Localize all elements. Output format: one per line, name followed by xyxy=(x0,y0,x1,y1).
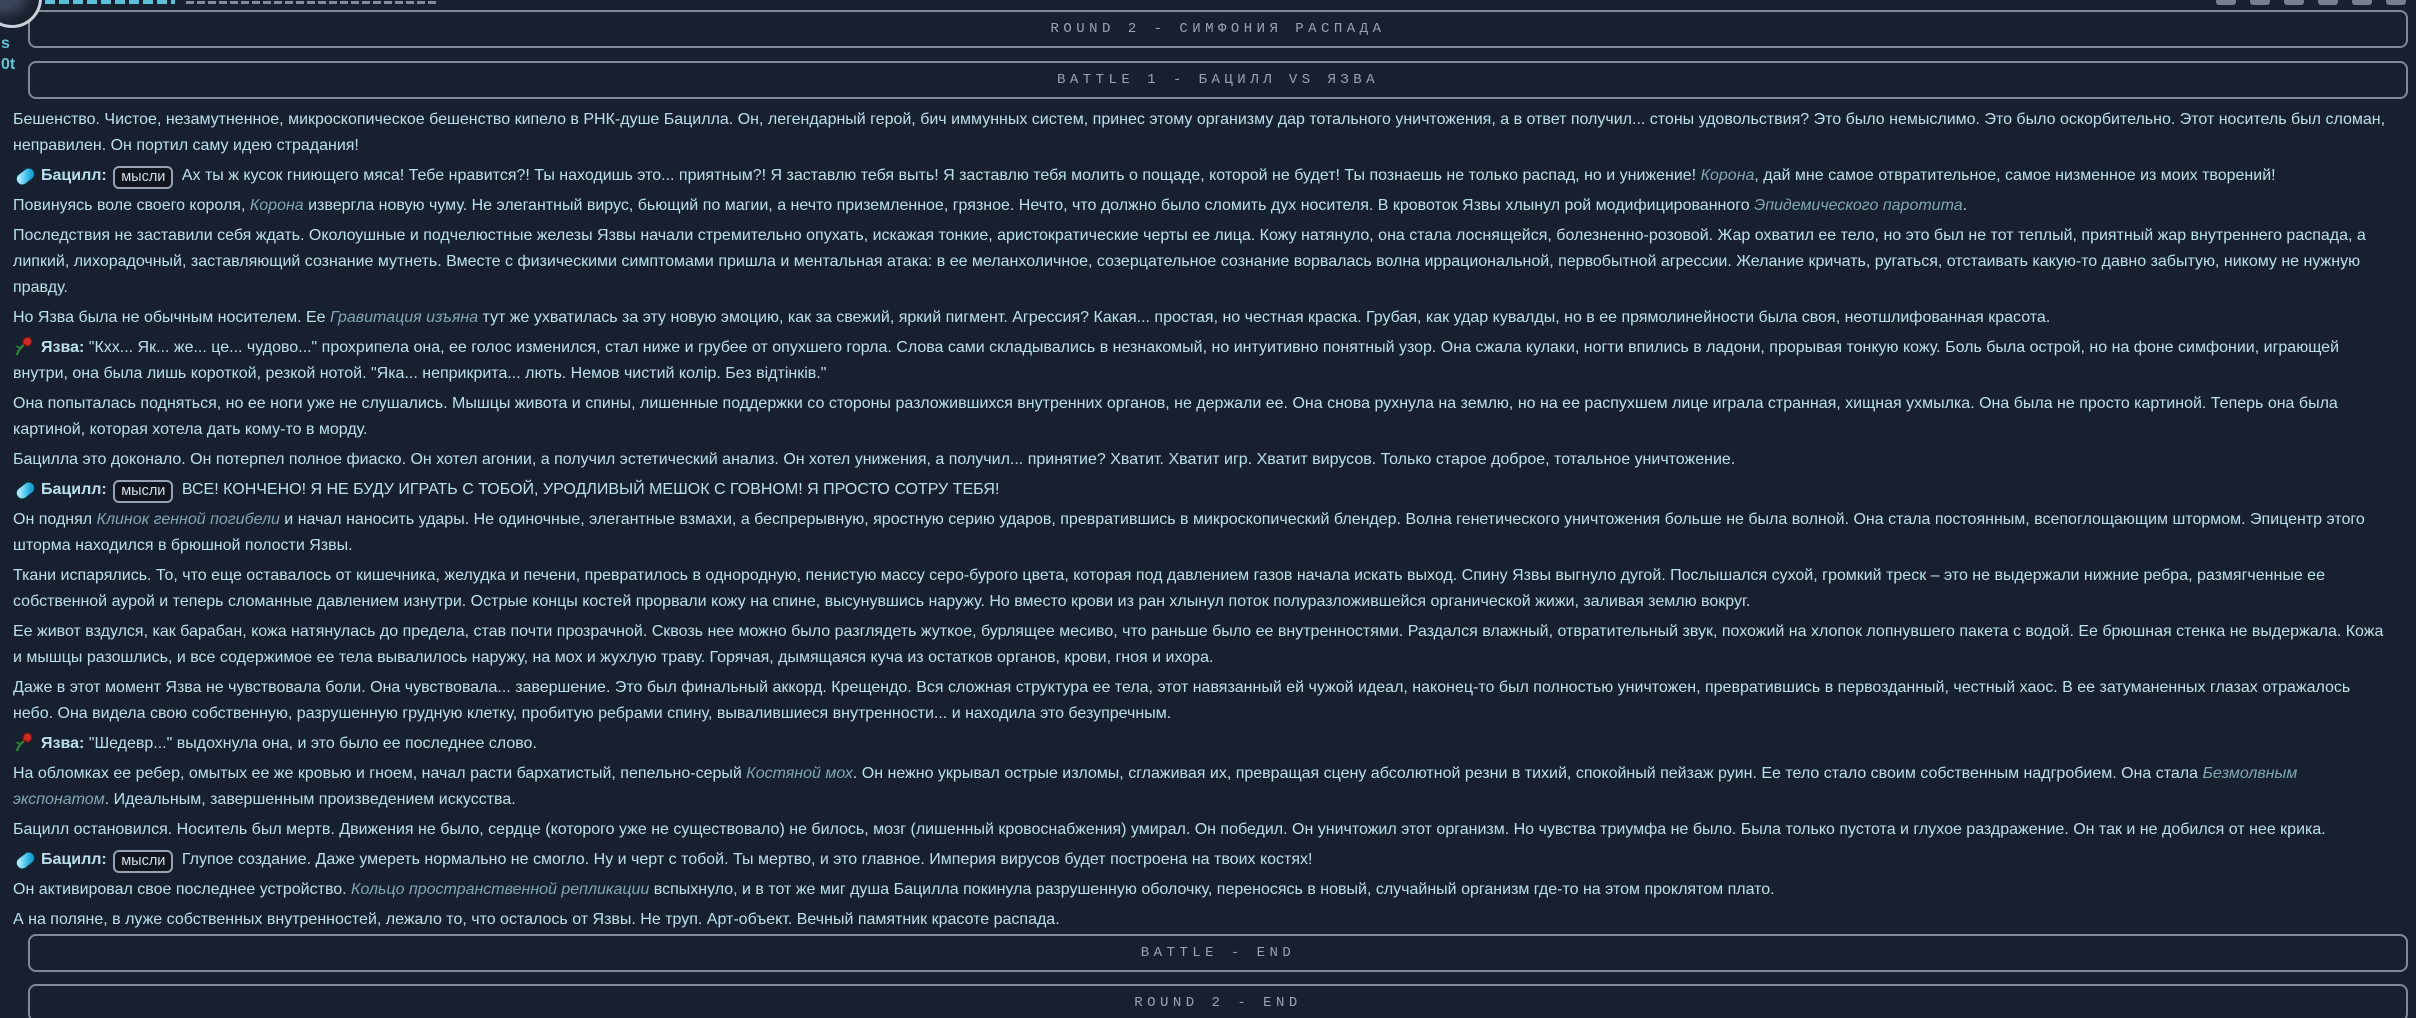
text-segment: Повинуясь воле своего короля, xyxy=(13,197,250,214)
narration-paragraph xyxy=(13,619,2390,671)
narration-paragraph xyxy=(13,761,2390,813)
narration-paragraph xyxy=(13,447,2390,473)
reply-icon[interactable] xyxy=(2318,0,2338,5)
text-segment: Он поднял xyxy=(13,511,97,528)
round-end-banner-text: ROUND 2 - END xyxy=(1134,995,1302,1011)
text-segment: А на поляне, в луже собственных внутренностей, лежало то, что осталось от Язвы. Не труп. Арт-объект. Вечный памятник красоте распада. xyxy=(13,911,1060,928)
left-edge-text-fragment: 0t xyxy=(1,56,16,73)
narration-paragraph xyxy=(13,675,2390,727)
narration-paragraph xyxy=(13,223,2390,301)
speaker-name: Бацилл: xyxy=(41,481,107,498)
round-start-banner xyxy=(28,10,2408,48)
text-segment: Но Язва была не обычным носителем. Ее xyxy=(13,309,330,326)
narration-paragraph xyxy=(13,391,2390,443)
text-segment: На обломках ее ребер, омытых ее же кровью и гноем, начал расти бархатистый, пепельно-серый xyxy=(13,765,747,782)
text-segment: Бешенство. Чистое, незамутненное, микроскопическое бешенство кипело в РНК-душе Бацилла. Он, легендарный герой, бич иммунных систем, принес этому организму дар тотального уничтожения, а в ответ получил... стоны удовольствия? Это было немыслимо. Это было оскорбительно. Этот носитель был сломан, неправилен. Он портил саму идею страдания! xyxy=(13,111,2386,154)
speaker-name: Язва: xyxy=(41,735,85,752)
battle-log xyxy=(13,107,2390,933)
battle-end-banner-text: BATTLE - END xyxy=(1140,945,1296,961)
text-segment: Ах ты ж кусок гниющего мяса! Тебе нравится?! Ты находишь это... приятным?! Я заставлю тебя выть! Я заставлю тебя молить о пощаде, которой не будет! Ты познаешь не только распад, но и унижение! xyxy=(181,167,1701,184)
wilted-rose-icon xyxy=(13,732,37,752)
narration-paragraph xyxy=(13,107,2390,159)
narration-paragraph xyxy=(13,817,2390,843)
speech-paragraph xyxy=(13,163,2390,189)
narration-paragraph xyxy=(13,563,2390,615)
speaker-name: Бацилл: xyxy=(41,851,107,868)
message-actions-toolbar xyxy=(2216,0,2406,5)
text-segment: вспыхнуло, и в тот же миг душа Бацилла покинула разрушенную оболочку, переносясь в новый, случайный организм где-то на этом проклятом плато. xyxy=(649,881,1775,898)
speech-paragraph xyxy=(13,335,2390,387)
text-segment: Ее живот вздулся, как барабан, кожа натянулась до предела, став почти прозрачной. Сквозь нее можно было разглядеть жуткое, бурлящее месиво, что раньше было ее внутренностями. Раздался влажный, отвратительный звук, похожий на хлопок лопнувшего пакета с водой. Ее брюшная стенка не выдержала. Кожа и мышцы разошлись, и все содержимое ее тела вывалилось наружу, на мох и жухлую траву. Горячая, дымящаяся куча из остатков органов, крови, гноя и ихора. xyxy=(13,623,2384,666)
text-segment: Ткани испарялись. То, что еще оставалось от кишечника, желудка и печени, превратилось в однородную, пенистую массу серо-бурого цвета, которая под давлением газов начала искать выход. Спину Язвы выгнуло дугой. Послышался сухой, громкий треск – это не выдержали нижние ребра, размягченные ее собственной аурой и теперь сломанные давлением изнутри. Острые концы костей прорвали кожу на спине, высунувшись наружу. Но вместо крови из ран хлынул поток полуразложившейся органической жижи, заливая землю вокруг. xyxy=(13,567,2325,610)
battle-end-banner xyxy=(28,934,2408,972)
text-segment: . Он нежно укрывал острые изломы, сглаживая их, превращая сцену абсолютной резни в тихий, спокойный пейзаж руин. Ее тело стало своим собственным надгробием. Она стала xyxy=(852,765,2203,782)
wilted-rose-icon xyxy=(13,336,37,356)
narration-paragraph xyxy=(13,507,2390,559)
quote-icon[interactable] xyxy=(2250,0,2270,5)
text-segment: Последствия не заставили себя ждать. Околоушные и подчелюстные железы Язвы начали стремительно опухать, искажая тонкие, аристократические черты ее лица. Кожу натянуло, она стала лоснящейся, болезненно-розовой. Жар охватил ее тело, но это был не тот теплый, приятный жар внутреннего распада, а липкий, лихорадочный, заставляющий сознание мутнеть. Вместе с физическими симптомами пришла и ментальная атака: в ее меланхоличное, созерцательное сознание ворвалась волна иррациональной, первобытной агрессии. Желание кричать, ругаться, отстаивать какую-то давно забытую, никому не нужную правду. xyxy=(13,227,2366,296)
text-segment: ВСЕ! КОНЧЕНО! Я НЕ БУДУ ИГРАТЬ С ТОБОЙ, УРОДЛИВЫЙ МЕШОК С ГОВНОМ! Я ПРОСТО СОТРУ ТЕБЯ! xyxy=(181,481,1000,498)
thought-badge: мысли xyxy=(113,166,173,189)
pill-icon xyxy=(13,848,37,868)
text-segment: "Шедевр..." выдохнула она, и это было ее последнее слово. xyxy=(88,735,537,752)
speaker-name: Язва: xyxy=(41,339,85,356)
text-segment: . xyxy=(1962,197,1968,214)
left-edge-text-fragment: s xyxy=(1,35,10,52)
battle-start-banner-text: BATTLE 1 - БАЦИЛЛ VS ЯЗВА xyxy=(1056,72,1380,88)
term-highlight: Костяной мох xyxy=(746,765,853,782)
text-segment: и начал наносить удары. Не одиночные, элегантные взмахи, а беспрерывную, яростную серию ударов, превратившись в микроскопический блендер. Волна генетического уничтожения больше не была волной. Она стала постоянным, всепоглощающим штормом. Эпицентр этого шторма находился в брюшной полости Язвы. xyxy=(13,511,2365,554)
narration-paragraph xyxy=(13,877,2390,903)
text-segment: . Идеальным, завершенным произведением искусства. xyxy=(104,791,516,808)
term-highlight: Корона xyxy=(1700,167,1755,184)
clipped-username-fragment xyxy=(45,0,175,4)
term-highlight: Эпидемического паротита xyxy=(1754,197,1963,214)
term-highlight: Безмолвным экспонатом xyxy=(13,765,2298,808)
term-highlight: Гравитация изъяна xyxy=(329,309,479,326)
speech-paragraph xyxy=(13,731,2390,757)
term-highlight: Кольцо пространственной репликации xyxy=(351,881,650,898)
pill-icon xyxy=(13,164,37,184)
text-segment: , дай мне самое отвратительное, самое низменное из моих творений! xyxy=(1754,167,2276,184)
speaker-name: Бацилл: xyxy=(41,167,107,184)
text-segment: Она попыталась подняться, но ее ноги уже не слушались. Мышцы живота и спины, лишенные поддержки со стороны разложившихся внутренних органов, не держали ее. Она снова рухнула на землю, но на ее распухшем лице играла странная, хищная ухмылка. Она была не просто картиной. Теперь она была картиной, которая хотела дать кому-то в морду. xyxy=(13,395,2338,438)
text-segment: извергла новую чуму. Не элегантный вирус, бьющий по магии, а нечто приземленное, грязное. Нечто, что должно было сломить дух носителя. В кровоток Язвы хлынул рой модифицированного xyxy=(303,197,1755,214)
round-start-banner-text: ROUND 2 - СИМФОНИЯ РАСПАДА xyxy=(1050,21,1386,37)
text-segment: тут же ухватилась за эту новую эмоцию, как за свежий, яркий пигмент. Агрессия? Какая... простая, но честная краска. Грубая, как удар кувалды, но в ее прямолинейности была своя, неотшлифованная красота. xyxy=(478,309,2051,326)
bottom-banner-area xyxy=(0,928,2416,1018)
battle-start-banner xyxy=(28,61,2408,99)
reaction-icon[interactable] xyxy=(2216,0,2236,5)
speech-paragraph xyxy=(13,847,2390,873)
term-highlight: Корона xyxy=(249,197,304,214)
text-segment: Даже в этот момент Язва не чувствовала боли. Она чувствовала... завершение. Это был финальный аккорд. Крещендо. Вся сложная структура ее тела, этот навязанный ей чужой идеал, наконец-то был полностью уничтожен, превратившись в первозданный, честный хаос. В ее затуманенных глазах отражалось небо. Она видела свою собственную, разрушенную грудную клетку, пробитую ребрами спину, вывалившиеся внутренности... и находила это безупречным. xyxy=(13,679,2351,722)
narration-paragraph xyxy=(13,193,2390,219)
clipped-timestamp-fragment xyxy=(186,1,436,4)
speech-paragraph xyxy=(13,477,2390,503)
text-segment: Бацилл остановился. Носитель был мертв. Движения не было, сердце (которого уже не существовало) не билось, мозг (лишенный кровоснабжения) умирал. Он победил. Он уничтожил этот организм. Но чувства триумфа не было. Была только пустота и глухое раздражение. Он так и не добился от нее крика. xyxy=(13,821,2326,838)
edit-icon[interactable] xyxy=(2284,0,2304,5)
text-segment: Он активировал свое последнее устройство. xyxy=(13,881,352,898)
thought-badge: мысли xyxy=(113,480,173,503)
text-segment: Глупое создание. Даже умереть нормально не смогло. Ну и черт с тобой. Ты мертво, и это главное. Империя вирусов будет построена на твоих костях! xyxy=(181,851,1313,868)
share-icon[interactable] xyxy=(2352,0,2372,5)
text-segment: "Кхх... Як... же... це... чудово..." прохрипела она, ее голос изменился, стал ниже и грубее от опухшего горла. Слова сами складывались в незнакомый, но интуитивно понятный узор. Она сжала кулаки, ногти впились в ладони, прорывая тонкую кожу. Боль была острой, но на фоне симфонии, играющей внутри, она была лишь короткой, резкой нотой. "Яка... неприкрита... лють. Немов чистий колір. Без відтінків." xyxy=(13,339,2340,382)
more-icon[interactable] xyxy=(2386,0,2406,5)
narration-paragraph xyxy=(13,305,2390,331)
text-segment: Бацилла это доконало. Он потерпел полное фиаско. Он хотел агонии, а получил эстетический анализ. Он хотел унижения, а получил... принятие? Хватит. Хватит игр. Хватит вирусов. Только старое доброе, тотальное уничтожение. xyxy=(13,451,1736,468)
pill-icon xyxy=(13,478,37,498)
term-highlight: Клинок генной погибели xyxy=(96,511,280,528)
thought-badge: мысли xyxy=(113,850,173,873)
round-end-banner xyxy=(28,984,2408,1018)
